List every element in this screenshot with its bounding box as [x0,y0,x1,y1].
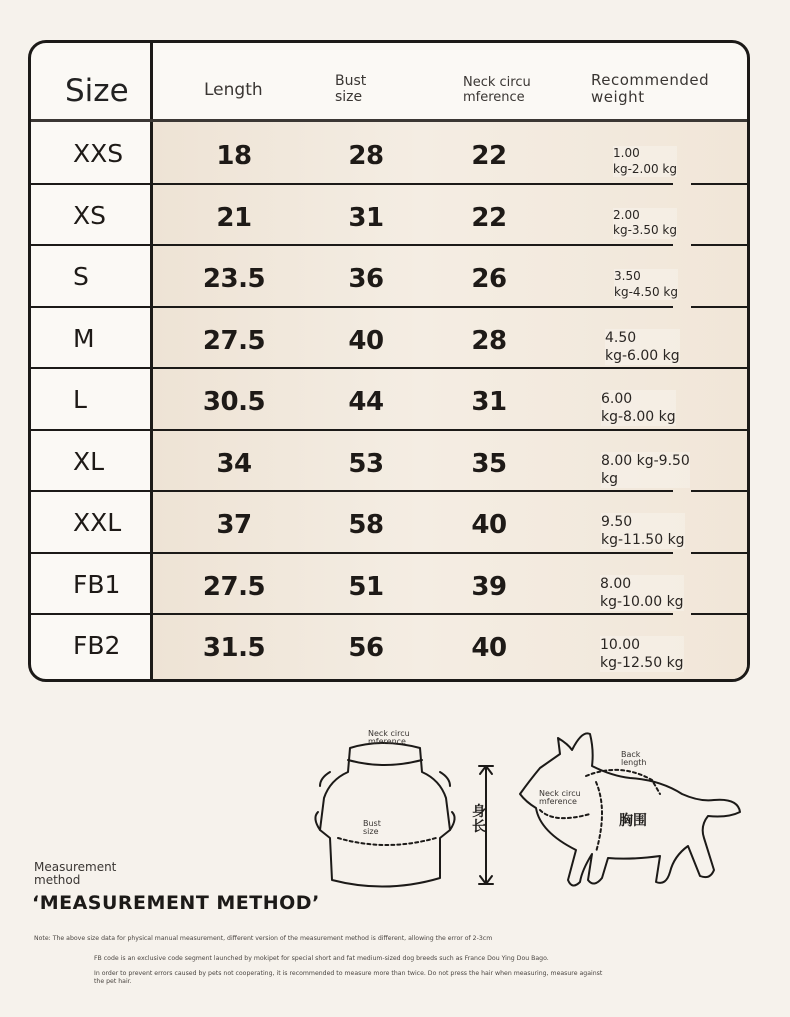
row-weight-line2: kg-3.50 kg [613,223,677,238]
row-weight-line2: kg [601,470,618,487]
row-divider-left [31,613,153,615]
diagram-neck-line1: Neck circu [368,729,410,738]
row-bust: 58 [348,510,384,540]
row-size: S [73,262,89,291]
diagram-neck-line2: mference [368,737,406,747]
row-weight [600,636,684,672]
row-size: L [73,385,87,414]
row-divider [153,183,673,185]
row-weight [601,513,685,549]
row-weight-line2: kg-12.50 kg [600,655,684,672]
row-weight [614,269,678,300]
row-weight-line1: 1.00 [613,146,640,160]
header-neck [463,76,531,106]
row-divider-right [691,490,750,492]
diagram-cat-neck-line2: mference [539,797,577,807]
row-weight-line1: 2.00 [613,207,640,222]
row-divider-right [691,183,750,185]
row-bust: 51 [348,571,384,602]
header-length: Length [204,80,263,100]
row-weight-line1: 3.50 [614,269,641,283]
row-length: 27.5 [202,325,266,356]
measurement-diagram [290,720,760,900]
row-divider-left [31,429,153,431]
row-weight-line2: kg-2.00 kg [613,161,677,176]
row-neck: 22 [471,202,507,233]
row-divider-left [31,306,153,308]
measurement-label-line1: Measurement [34,860,117,874]
row-bust: 56 [348,633,384,663]
diagram-length-cjk-2: 长 [472,818,486,835]
row-divider [153,367,673,369]
row-weight-line1: 6.00 [601,391,633,407]
row-weight [605,329,680,365]
header-neck-line1: Neck circu [463,75,531,90]
measure-tip-text: In order to prevent errors caused by pets not cooperating, it is recommended to measure more than twice. Do not press the hair when measuring, measure against the pet hair. [94,970,603,986]
diagram-back-line1: Back [621,750,641,759]
diagram-back-label [621,751,647,768]
row-divider [153,552,673,554]
row-size: XXL [73,508,122,537]
row-divider-left [31,183,153,185]
row-divider-left [31,367,153,369]
header-neck-line2: mference [463,89,525,105]
diagram-neck-label [368,730,410,747]
row-divider [153,613,673,615]
row-weight-line2: kg-10.00 kg [600,593,684,610]
row-divider-right [661,367,750,369]
row-weight [600,575,684,611]
row-length: 27.5 [202,571,266,602]
row-divider-right [691,244,750,246]
row-weight-line2: kg-4.50 kg [614,284,678,299]
row-weight [601,452,690,488]
diagram-bust-line1: Bust [363,819,381,828]
row-divider [153,306,673,308]
diagram-cat-neck-line1: Neck circu [539,789,581,798]
row-size: M [73,323,95,353]
row-neck: 40 [471,510,507,540]
row-size: XL [73,446,105,476]
header-weight [591,72,709,107]
size-table [28,40,750,682]
header-bust-line1: Bust [335,73,367,89]
row-divider [153,244,673,246]
header-weight-line1: Recommended [591,71,710,89]
row-weight [601,390,676,426]
fb-note-text: FB code is an exclusive code segment launched by mokipet for special short and fat medium-sized dog breeds such as France Dou Ying Dou Bago. [94,955,549,962]
row-bust: 36 [348,264,384,294]
row-weight-line2: kg-6.00 kg [605,347,680,364]
row-length: 34 [216,448,252,479]
row-weight-line2: kg-11.50 kg [601,532,685,549]
cat-chest-line [596,782,602,852]
row-divider-right [691,552,750,554]
size-column-divider [150,43,153,679]
row-neck: 39 [471,571,507,602]
row-divider-left [31,244,153,246]
row-neck: 31 [471,387,507,417]
row-length: 31.5 [202,633,266,663]
row-length: 18 [216,141,252,171]
row-size: XXS [73,139,124,168]
cat-back-line [586,770,660,794]
row-size: FB2 [73,631,121,660]
row-weight [613,208,677,239]
row-weight-line2: kg-8.00 kg [601,409,676,426]
row-length: 21 [216,202,252,233]
measurement-title: ‘MEASUREMENT METHOD’ [32,892,320,914]
header-divider [31,119,747,122]
row-divider-left [31,552,153,554]
header-weight-line2: weight [591,88,645,107]
header-bust-line2: size [335,89,363,106]
row-divider [153,490,673,492]
diagram-back-line2: length [621,758,647,768]
row-neck: 35 [471,448,507,479]
cat-neck-line [540,810,590,818]
garment-bust-line [338,838,436,845]
row-neck: 40 [471,633,507,663]
row-divider-right [691,613,750,615]
note-text: Note: The above size data for physical manual measurement, different version of the measurement method is different, allowing the error of 2-3cm [34,935,493,942]
diagram-cat-neck-label [539,790,581,807]
measurement-label-line2: method [34,873,81,888]
row-weight-line1: 10.00 [600,637,641,653]
row-weight-line1: 9.50 [601,514,633,530]
row-weight-line1: 8.00 [600,575,632,592]
header-bust [335,73,366,105]
row-length: 23.5 [202,264,266,294]
row-bust: 44 [348,387,384,417]
diagram-length-cjk [472,805,486,834]
diagram-bust-label [363,820,381,837]
diagram-bust-line2: size [363,827,379,837]
row-neck: 22 [471,141,507,171]
diagram-chest-cjk: 胸围 [619,813,647,829]
row-size: XS [73,200,106,230]
row-bust: 28 [348,141,384,171]
row-divider-right [691,306,750,308]
row-divider-right [661,429,750,431]
row-weight-line1: 4.50 [605,329,637,346]
header-size: Size [65,73,129,109]
row-length: 30.5 [202,387,266,417]
row-divider-left [31,490,153,492]
row-weight-line1: 8.00 kg-9.50 [601,452,690,469]
row-size: FB1 [73,569,121,599]
row-weight [613,146,677,177]
row-divider [153,429,673,431]
row-neck: 26 [471,264,507,294]
row-bust: 53 [348,448,384,479]
row-bust: 40 [348,325,384,356]
measurement-label [34,861,116,887]
diagram-length-cjk-1: 身 [472,804,486,820]
garment-collar [348,760,422,765]
row-neck: 28 [471,325,507,356]
row-bust: 31 [348,202,384,233]
row-length: 37 [216,510,252,540]
